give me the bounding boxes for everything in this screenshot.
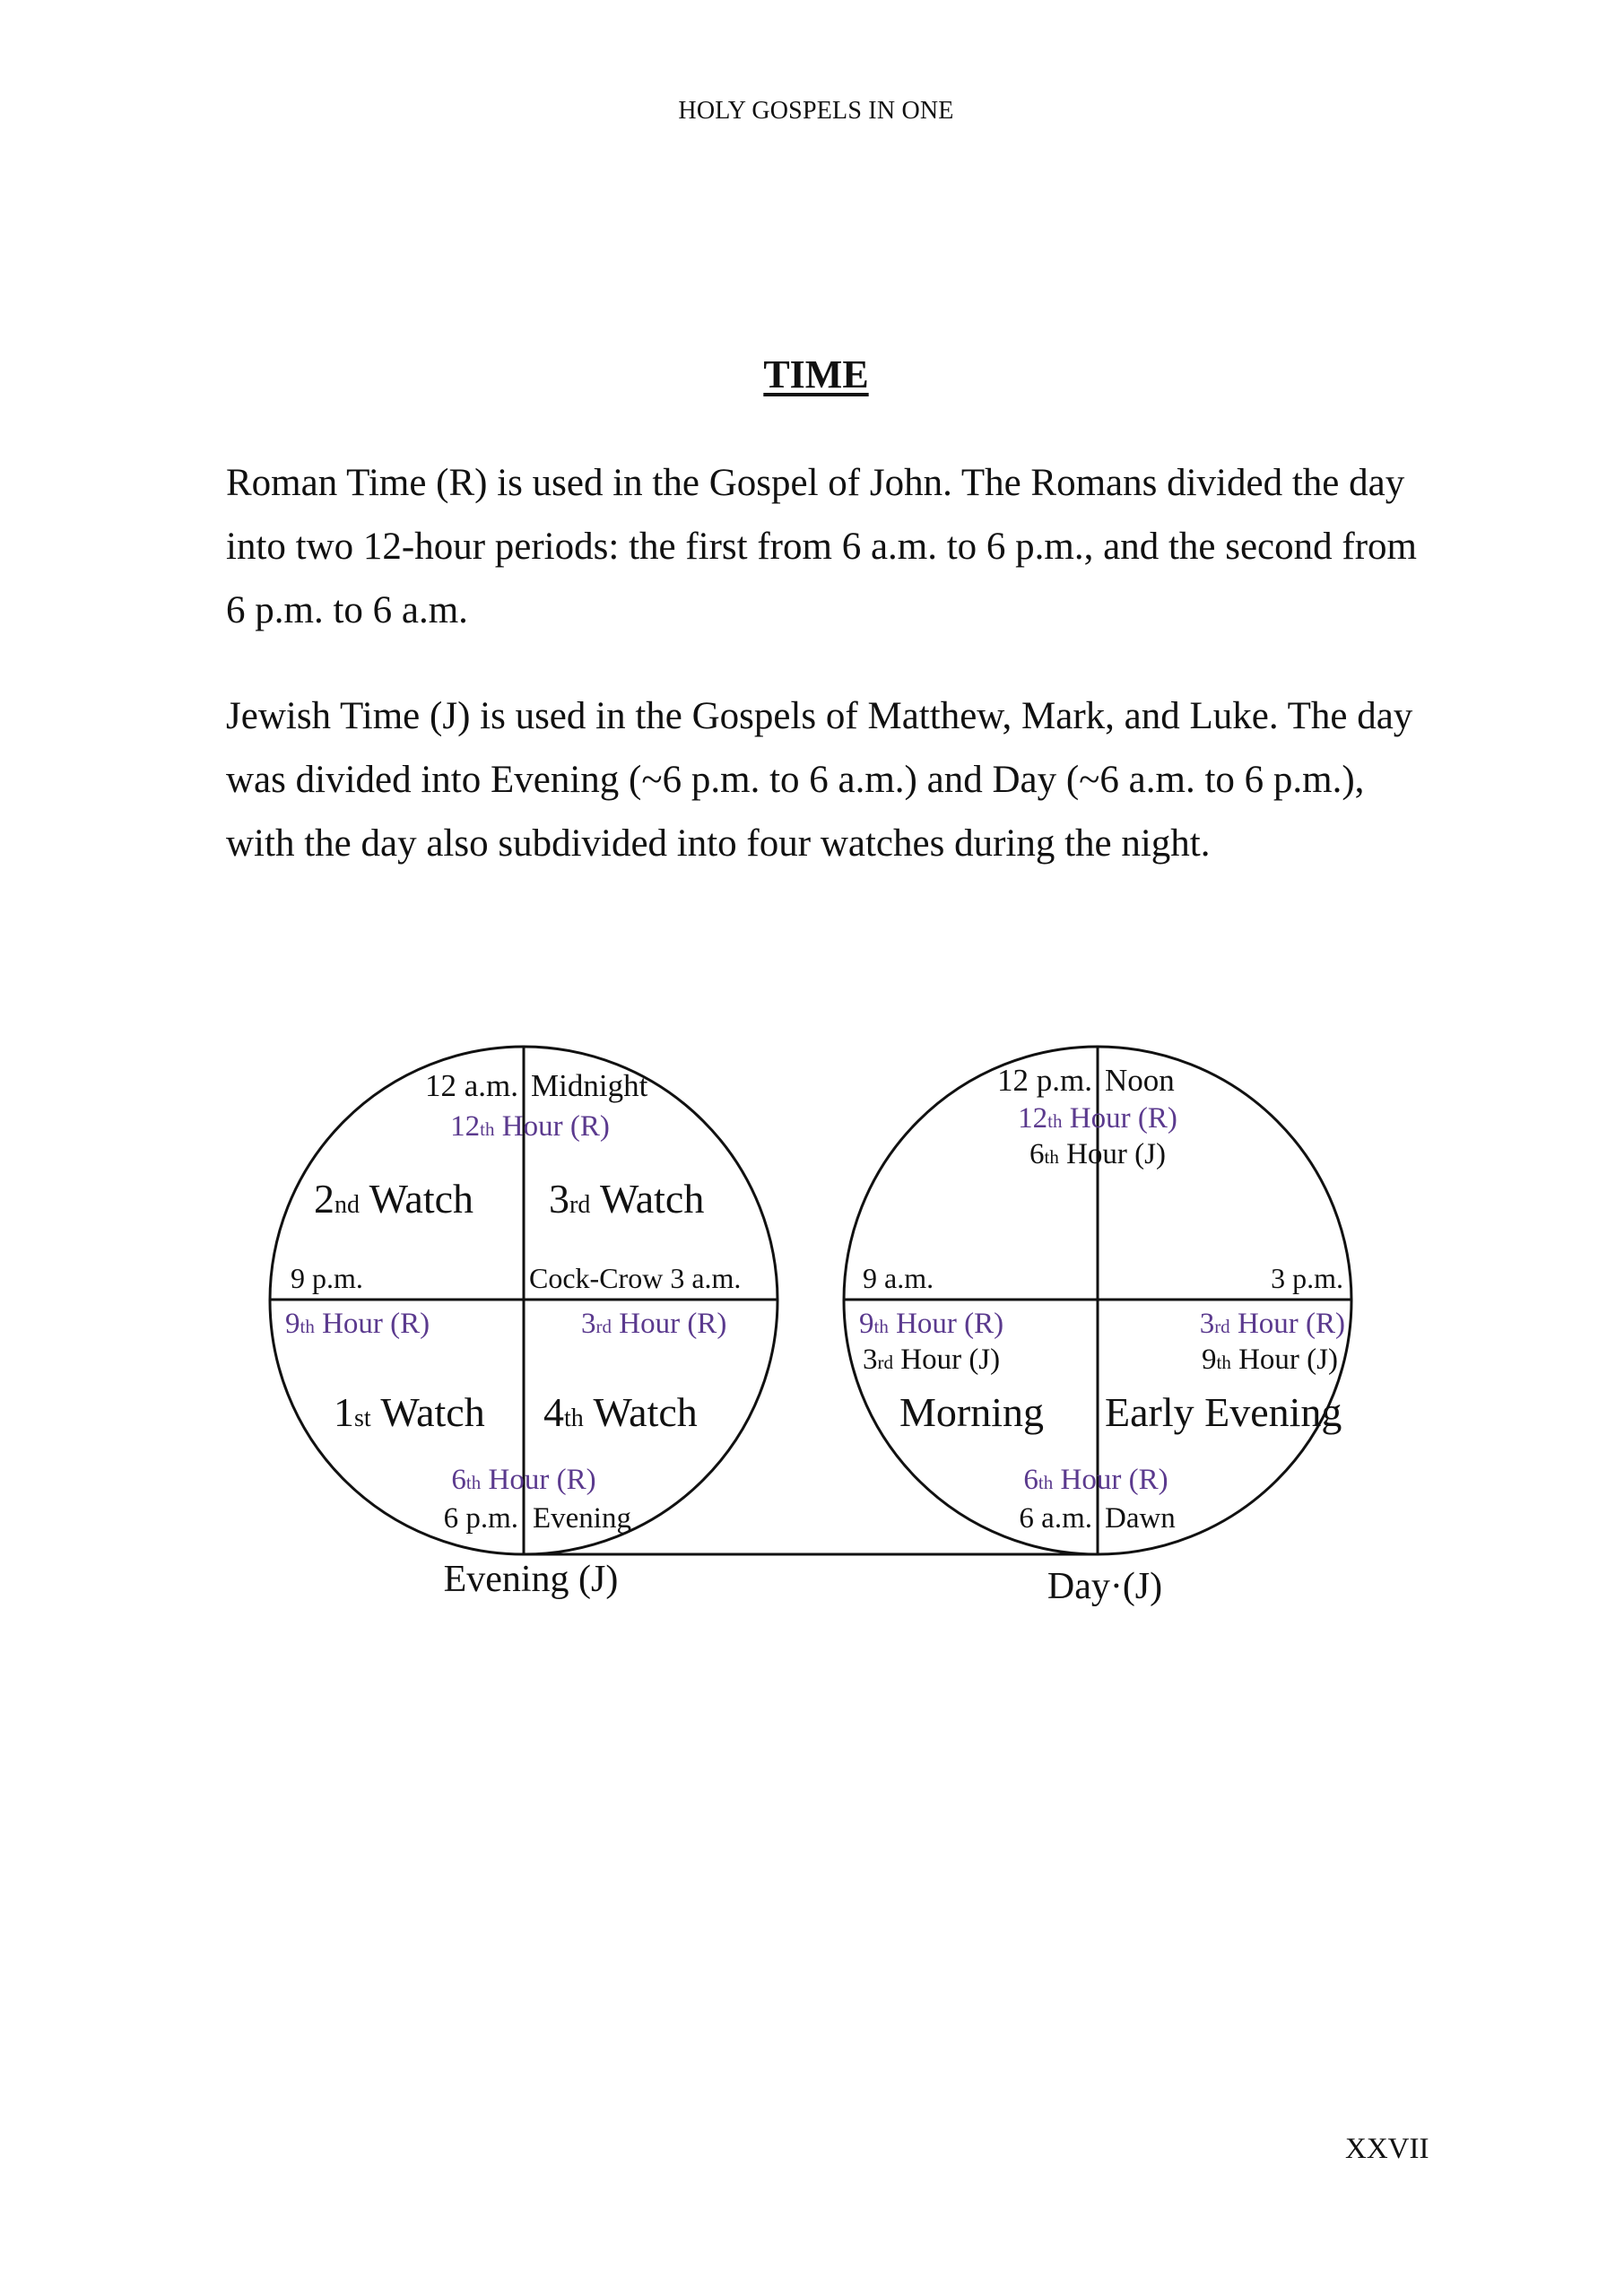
evening-clock (270, 1047, 777, 1600)
morning-label: Morning (899, 1389, 1044, 1435)
sixth-hour-roman-dawn: 6th Hour (R) (1023, 1464, 1168, 1496)
midnight-label: Midnight (531, 1068, 648, 1103)
fourth-watch-label: 4th Watch (543, 1389, 698, 1435)
day-ninth-hour-jewish: 9th Hour (J) (1202, 1344, 1338, 1376)
paragraph-jewish-time: Jewish Time (J) is used in the Gospels of Matthew, Mark, and Luke. The day was divided into Evening (~6 p.m. to 6 a.m.) and Day (~6 a.m. to 6 p.m.), with the day also subdivided into four watches during the night. (226, 695, 1413, 865)
three-pm-label: 3 p.m. (1271, 1262, 1343, 1294)
day-clock (844, 1047, 1351, 1607)
nine-am-label: 9 a.m. (863, 1262, 934, 1294)
day-ninth-hour-roman: 9th Hour (R) (859, 1308, 1004, 1340)
sixth-hour-roman-evening: 6th Hour (R) (451, 1464, 596, 1496)
noon-roman-hour: 12th Hour (R) (1018, 1102, 1177, 1135)
evening-caption: Evening (J) (443, 1559, 619, 1600)
page-number: XXVII (1345, 2133, 1429, 2165)
running-header: HOLY GOSPELS IN ONE (678, 97, 954, 125)
evening-marker-label: Evening (533, 1502, 631, 1535)
first-watch-label: 1st Watch (334, 1389, 485, 1435)
third-hour-roman-label: 3rd Hour (R) (581, 1308, 727, 1340)
noon-jewish-hour: 6th Hour (J) (1029, 1138, 1166, 1170)
midnight-roman-hour: 12th Hour (R) (450, 1110, 610, 1143)
six-pm-time: 6 p.m. (443, 1502, 518, 1535)
section-title: TIME (763, 352, 869, 396)
noon-time: 12 p.m. (997, 1063, 1092, 1098)
day-caption: Day·(J) (1047, 1566, 1163, 1607)
dawn-label: Dawn (1105, 1502, 1176, 1535)
cock-crow-label: Cock-Crow 3 a.m. (529, 1262, 742, 1294)
noon-label: Noon (1105, 1063, 1175, 1098)
day-third-hour-roman: 3rd Hour (R) (1199, 1308, 1345, 1340)
ninth-hour-roman-label: 9th Hour (R) (285, 1308, 430, 1340)
third-watch-label: 3rd Watch (549, 1176, 705, 1222)
midnight-time: 12 a.m. (424, 1068, 518, 1103)
early-evening-label: Early Evening (1105, 1389, 1342, 1435)
nine-pm-label: 9 p.m. (291, 1262, 363, 1294)
six-am-time: 6 a.m. (1019, 1502, 1092, 1535)
paragraph-roman-time: Roman Time (R) is used in the Gospel of John. The Romans divided the day into two 12-hour periods: the first from 6 a.m. to 6 p.m., and the second from 6 p.m. to 6 a.m. (226, 462, 1417, 631)
day-third-hour-jewish: 3rd Hour (J) (863, 1344, 1001, 1376)
second-watch-label: 2nd Watch (314, 1176, 474, 1222)
